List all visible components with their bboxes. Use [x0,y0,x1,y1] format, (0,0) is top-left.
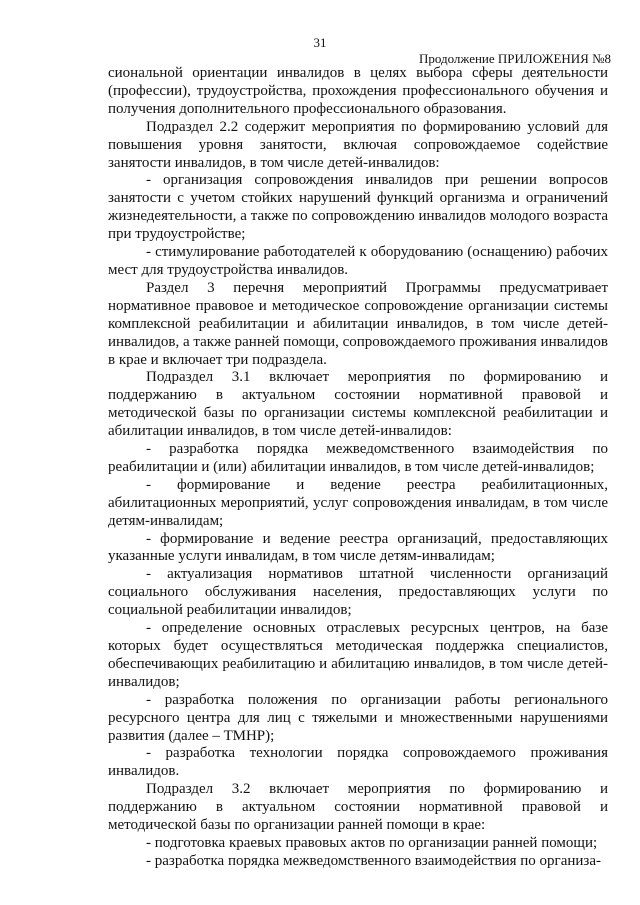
paragraph-7: - разработка порядка межведомственного взаимодействия по реабилитации и (или) абилитации инвалидов, в том числе детей-инвалидов; [108,441,608,475]
appendix-label: Продолжение ПРИЛОЖЕНИЯ №8 [418,51,611,66]
page-number: 31 [313,35,327,50]
paragraph-15: - подготовка краевых правовых актов по организации ранней помощи; [146,834,598,851]
paragraph-12: - разработка положения по организации работы регионального ресурсного центра для лиц с тяжелыми и множественными нарушениями развития (далее – ТМНР); [108,691,608,744]
paragraph-13: - разработка технологии порядка сопровождаемого проживания инвалидов. [108,745,608,780]
paragraph-6: Подраздел 3.1 включает мероприятия по формированию и поддержанию в актуальном состоянии нормативной правовой и методической базы по организации системы комплексной реабилитации и абилитации инвалидов, в том числе детей-инвалидов: [108,369,608,440]
document-body [108,65,608,871]
paragraph-9: - формирование и ведение реестра организаций, предоставляющих указанные услуги инвалидам, в том числе детям-инвалидам; [108,530,608,565]
paragraph-16: - разработка порядка межведомственного взаимодействия по организа- [146,852,601,869]
paragraph-14: Подраздел 3.2 включает мероприятия по формированию и поддержанию в актуальном состоянии нормативной правовой и методической базы по организации ранней помощи в крае: [108,781,608,834]
paragraph-11: - определение основных отраслевых ресурсных центров, на базе которых будет осуществляться методическая поддержка специалистов, обеспечивающих реабилитацию и абилитацию инвалидов, в том числе детей-инвалидов; [108,620,608,690]
paragraph-10: - актуализация нормативов штатной численности организаций социального обслуживания населения, предоставляющих услуги по социальной реабилитации инвалидов; [108,566,608,619]
paragraph-3: - организация сопровождения инвалидов при решении вопросов занятости с учетом стойких нарушений функций организма и ограничений жизнедеятельности, а также по сопровождению инвалидов молодого возраста при трудоустройстве; [108,172,608,243]
paragraph-1: сиональной ориентации инвалидов в целях выбора сферы деятельности (профессии), трудоустройства, прохождения профессионального обучения и получения дополнительного профессионального образования. [108,65,608,117]
paragraph-4: - стимулирование работодателей к оборудованию (оснащению) рабочих мест для трудоустройства инвалидов. [108,244,608,278]
paragraph-5: Раздел 3 перечня мероприятий Программы предусматривает нормативное правовое и методическое сопровождение организации системы комплексной реабилитации и абилитации инвалидов, в том числе детей-инвалидов, а также ранней помощи, сопровождаемого проживания инвалидов в крае и включает три подраздела. [108,279,608,368]
paragraph-8: - формирование и ведение реестра реабилитационных, абилитационных мероприятий, услуг сопровождения инвалидам, в том числе детям-инвалидам; [108,476,608,529]
paragraph-2: Подраздел 2.2 содержит мероприятия по формированию условий для повышения уровня занятости, включая сопровождаемое содействие занятости инвалидов, в том числе детей-инвалидов: [108,118,608,171]
